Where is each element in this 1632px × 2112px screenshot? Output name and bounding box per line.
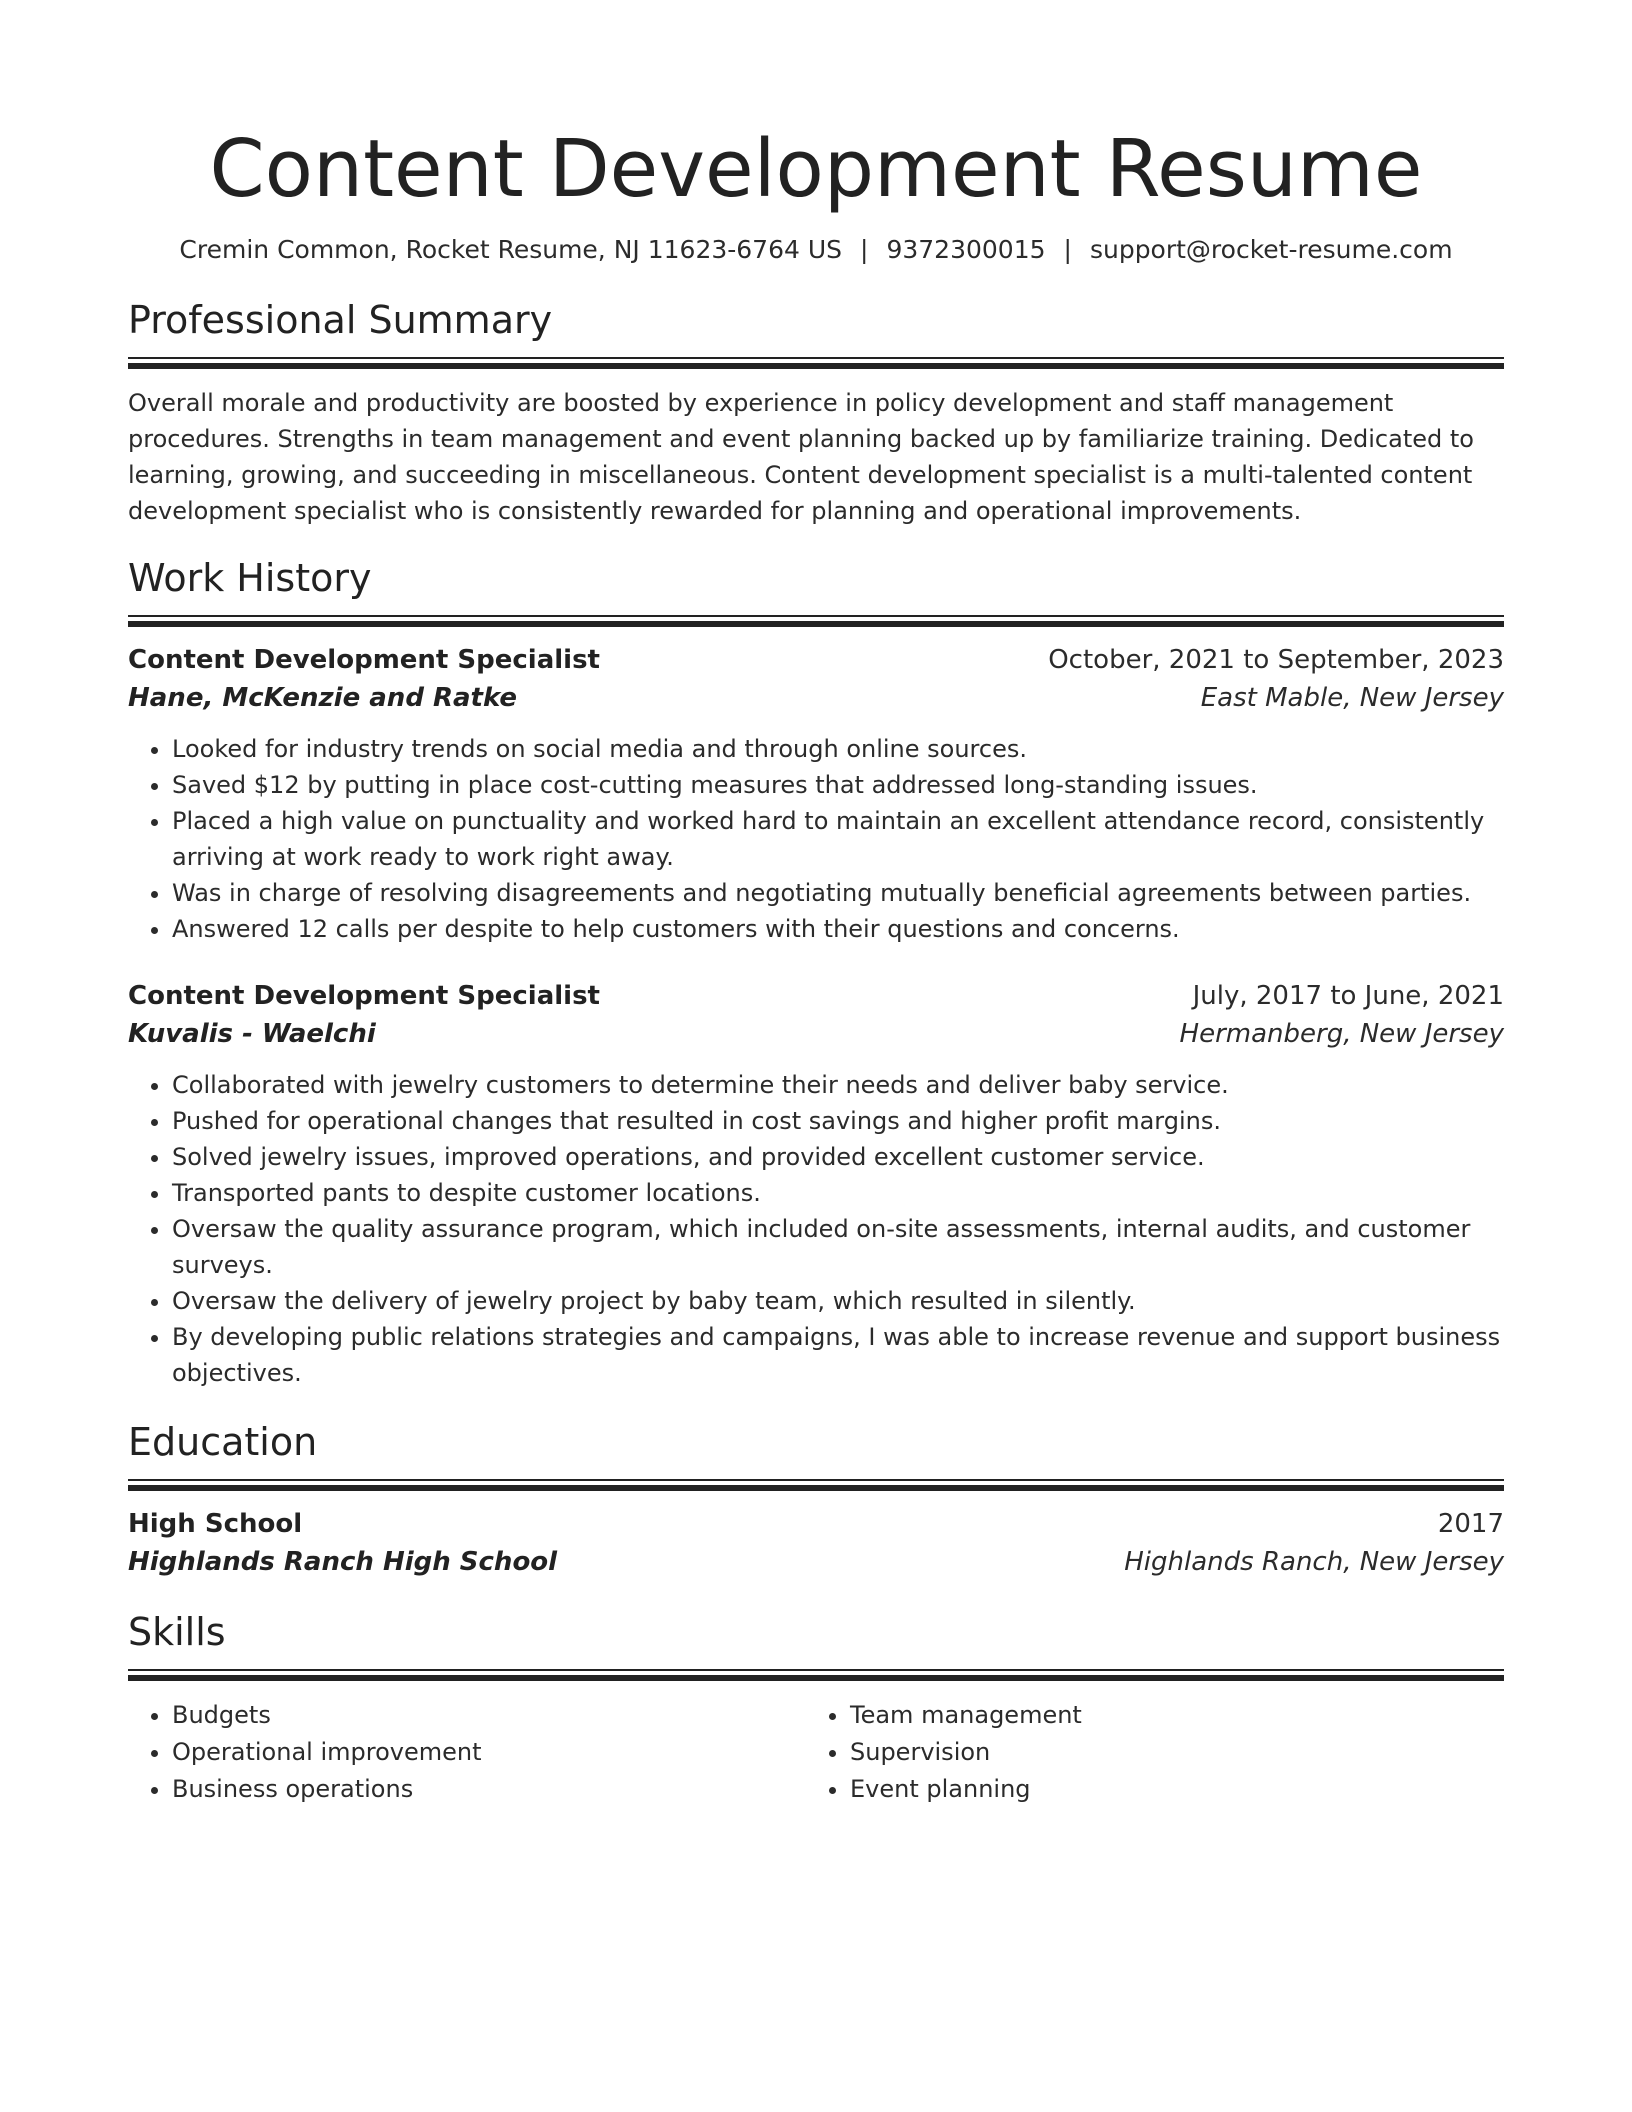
contact-separator: | — [1063, 235, 1072, 264]
education-entry — [128, 1505, 1504, 1581]
skill-item: • Team management — [850, 1697, 1484, 1734]
section-divider — [128, 1669, 1504, 1681]
education-year: 2017 — [1437, 1509, 1504, 1539]
job-dates: October, 2021 to September, 2023 — [1048, 645, 1504, 675]
list-item: • Oversaw the delivery of jewelry project by baby team, which resulted in silently. — [172, 1283, 1504, 1319]
job-title: Content Development Specialist — [128, 645, 600, 675]
education-degree: High School — [128, 1509, 303, 1539]
company-name: Hane, McKenzie and Ratke — [128, 683, 517, 713]
skill-item: • Operational improvement — [172, 1734, 806, 1771]
skill-item: • Budgets — [172, 1697, 806, 1734]
list-item: • Looked for industry trends on social media and through online sources. — [172, 731, 1504, 767]
list-item: • Pushed for operational changes that resulted in cost savings and higher profit margins. — [172, 1103, 1504, 1139]
list-item: • Placed a high value on punctuality and worked hard to maintain an excellent attendance record, consistently arriving at work ready to work right away. — [172, 803, 1504, 875]
skill-item: • Supervision — [850, 1734, 1484, 1771]
list-item: • Solved jewelry issues, improved operations, and provided excellent customer service. — [172, 1139, 1504, 1175]
section-divider — [128, 357, 1504, 369]
school-name: Highlands Ranch High School — [128, 1547, 558, 1577]
skills-section — [128, 1609, 1504, 1808]
section-heading: Skills — [128, 1610, 226, 1654]
job-title: Content Development Specialist — [128, 981, 600, 1011]
skill-item: • Business operations — [172, 1771, 806, 1808]
list-item: • Saved $12 by putting in place cost-cutting measures that addressed long-standing issues. — [172, 767, 1504, 803]
skills-list-right — [806, 1697, 1484, 1808]
school-location: Highlands Ranch, New Jersey — [1124, 1547, 1504, 1577]
skills-columns — [128, 1697, 1504, 1808]
contact-email: support@rocket-resume.com — [1089, 235, 1453, 264]
job-bullets — [128, 1067, 1504, 1391]
resume-page — [128, 0, 1504, 1808]
skills-list-left — [128, 1697, 806, 1808]
resume-title: Content Development Resume — [209, 123, 1423, 215]
section-heading: Education — [128, 1420, 318, 1464]
summary-text: Overall morale and productivity are boosted by experience in policy development and staff management procedures. Strengths in team management and event planning backed up by familiarize training. Dedicated to learning, growing, and succeeding in miscellaneous. Content development specialist is a multi-talented content development specialist who is consistently rewarded for planning and operational improvements. — [128, 389, 1474, 525]
job-dates: July, 2017 to June, 2021 — [1192, 981, 1504, 1011]
skill-item: • Event planning — [850, 1771, 1484, 1808]
section-divider — [128, 1479, 1504, 1491]
contact-line — [128, 233, 1504, 267]
contact-separator: | — [860, 235, 869, 264]
job-location: East Mable, New Jersey — [1200, 683, 1504, 713]
section-heading: Work History — [128, 556, 372, 600]
contact-address: Cremin Common, Rocket Resume, NJ 11623-6764 US — [179, 235, 843, 264]
list-item: • Transported pants to despite customer locations. — [172, 1175, 1504, 1211]
company-name: Kuvalis - Waelchi — [128, 1019, 376, 1049]
job-entry — [128, 641, 1504, 947]
summary-section — [128, 297, 1504, 529]
list-item: • Was in charge of resolving disagreements and negotiating mutually beneficial agreements between parties. — [172, 875, 1504, 911]
list-item: • Oversaw the quality assurance program, which included on-site assessments, internal audits, and customer surveys. — [172, 1211, 1504, 1283]
job-bullets — [128, 731, 1504, 947]
section-divider — [128, 615, 1504, 627]
list-item: • Answered 12 calls per despite to help customers with their questions and concerns. — [172, 911, 1504, 947]
list-item: • Collaborated with jewelry customers to determine their needs and deliver baby service. — [172, 1067, 1504, 1103]
contact-phone: 9372300015 — [886, 235, 1046, 264]
list-item: • By developing public relations strategies and campaigns, I was able to increase revenue and support business objectives. — [172, 1319, 1504, 1391]
education-section — [128, 1419, 1504, 1581]
job-location: Hermanberg, New Jersey — [1179, 1019, 1504, 1049]
section-heading: Professional Summary — [128, 298, 553, 342]
work-history-section — [128, 555, 1504, 1391]
job-entry — [128, 977, 1504, 1391]
